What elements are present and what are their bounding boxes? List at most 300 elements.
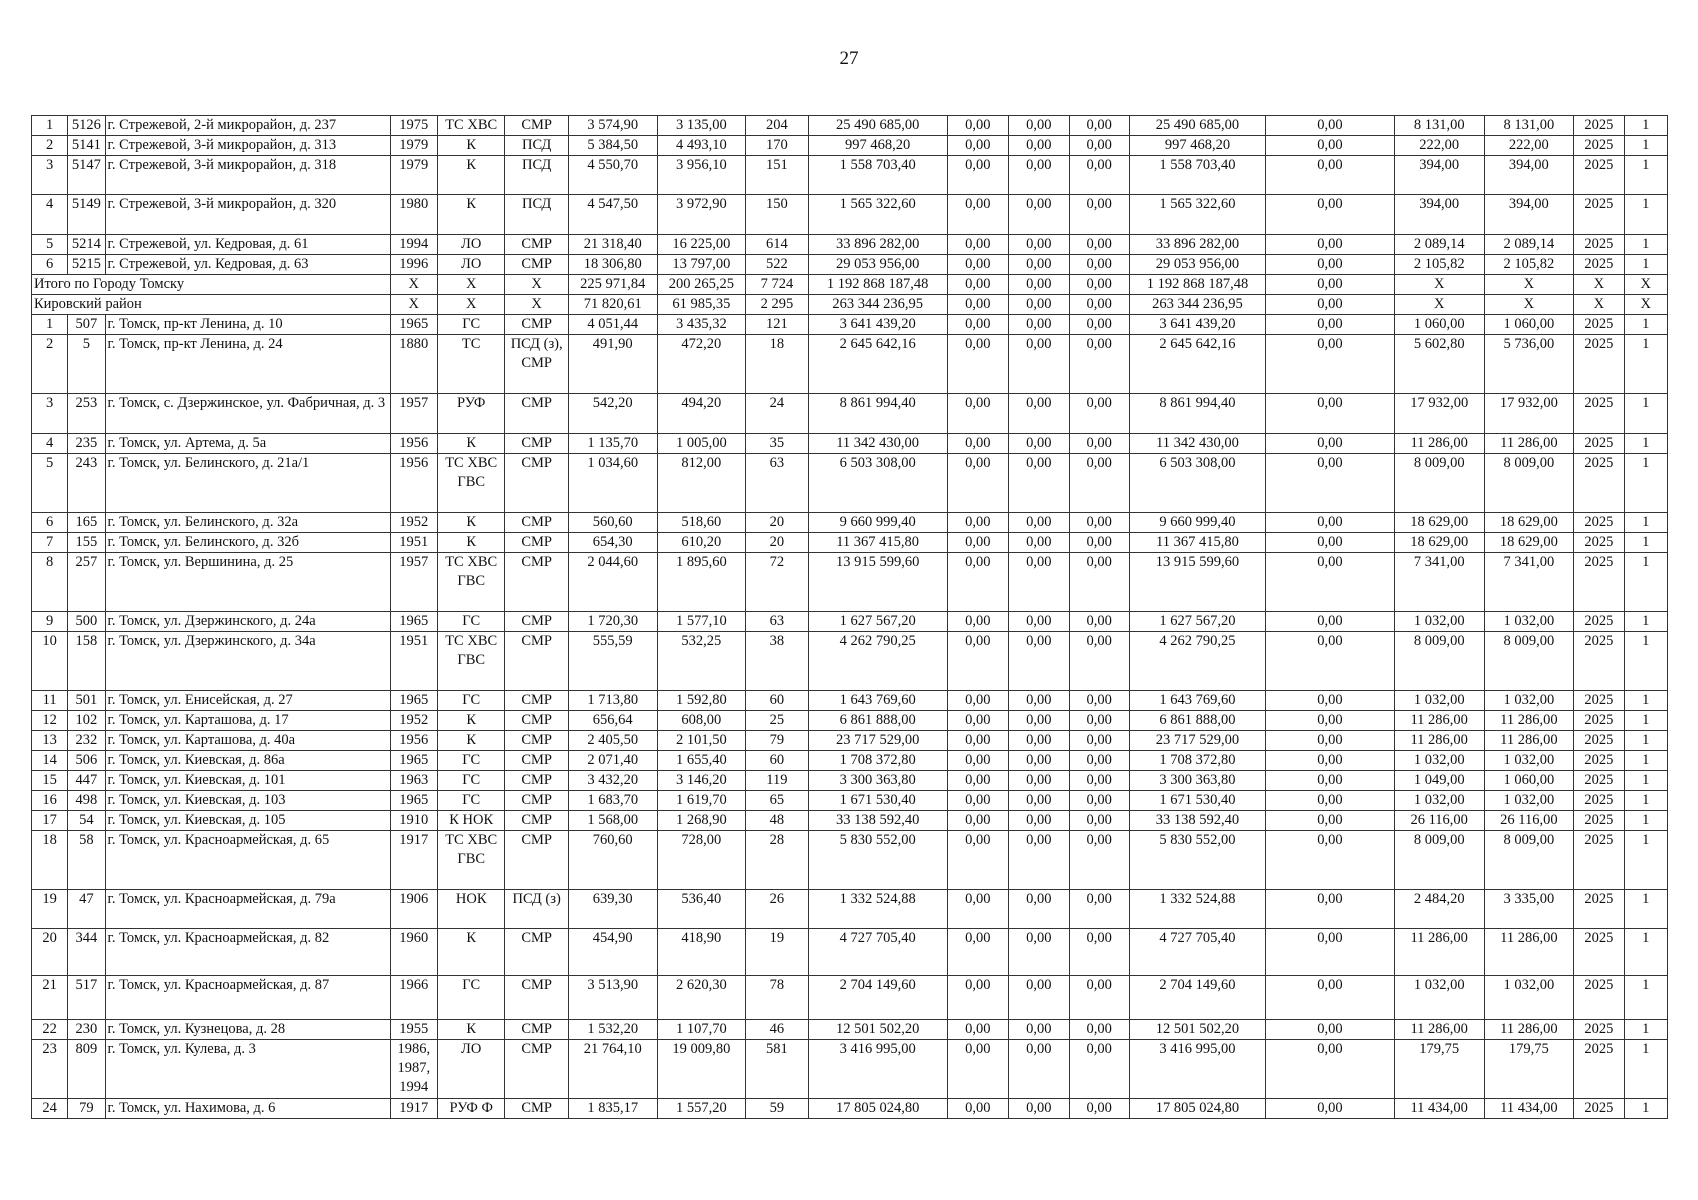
- table-row: [32, 632, 1668, 691]
- table-cell: 3 972,90: [657, 195, 746, 235]
- address-cell: г. Томск, ул. Карташова, д. 17: [105, 711, 390, 731]
- table-cell: 394,00: [1484, 156, 1574, 195]
- table-cell: 0,00: [1265, 295, 1394, 315]
- table-cell: СМР: [505, 513, 568, 533]
- table-row: [32, 1099, 1668, 1119]
- table-cell: 0,00: [947, 295, 1008, 315]
- table-cell: 0,00: [947, 156, 1008, 195]
- address-cell: г. Томск, ул. Белинского, д. 21а/1: [105, 454, 390, 513]
- table-cell: 0,00: [1069, 295, 1129, 315]
- table-row: [32, 751, 1668, 771]
- address-cell: г. Томск, ул. Красноармейская, д. 87: [105, 976, 390, 1020]
- table-cell: 1 032,00: [1394, 751, 1484, 771]
- table-cell: 3 135,00: [657, 116, 746, 136]
- table-cell: 0,00: [947, 811, 1008, 831]
- table-cell: 17: [32, 811, 68, 831]
- table-cell: 2025: [1574, 612, 1624, 632]
- table-cell: ЛО: [437, 235, 504, 255]
- table-cell: 0,00: [1069, 454, 1129, 513]
- table-cell: 0,00: [947, 731, 1008, 751]
- table-cell: СМР: [505, 731, 568, 751]
- table-cell: 0,00: [1009, 791, 1069, 811]
- table-cell: 1 135,70: [568, 434, 657, 454]
- table-cell: 11 286,00: [1394, 434, 1484, 454]
- table-cell: 0,00: [1265, 136, 1394, 156]
- table-cell: 0,00: [1009, 612, 1069, 632]
- address-cell: г. Стрежевой, ул. Кедровая, д. 63: [105, 255, 390, 275]
- table-cell: 522: [746, 255, 808, 275]
- table-cell: 2025: [1574, 632, 1624, 691]
- table-cell: 0,00: [1265, 771, 1394, 791]
- table-cell: 0,00: [947, 553, 1008, 612]
- table-cell: 24: [32, 1099, 68, 1119]
- table-cell: 0,00: [1069, 235, 1129, 255]
- table-cell: 5141: [68, 136, 105, 156]
- table-cell: 9: [32, 612, 68, 632]
- table-cell: 18 306,80: [568, 255, 657, 275]
- table-cell: 1: [1624, 255, 1667, 275]
- table-cell: 5: [32, 235, 68, 255]
- table-cell: 0,00: [1009, 691, 1069, 711]
- table-cell: 997 468,20: [1129, 136, 1265, 156]
- table-cell: 1975: [390, 116, 437, 136]
- table-cell: 13 797,00: [657, 255, 746, 275]
- table-cell: 0,00: [947, 929, 1008, 976]
- table-cell: 0,00: [1069, 976, 1129, 1020]
- table-cell: 2025: [1574, 315, 1624, 335]
- table-cell: 19: [32, 890, 68, 929]
- table-cell: 1 060,00: [1484, 315, 1574, 335]
- table-cell: 2025: [1574, 136, 1624, 156]
- table-cell: 0,00: [947, 1020, 1008, 1040]
- table-cell: 60: [746, 691, 808, 711]
- table-cell: 8 009,00: [1484, 454, 1574, 513]
- table-cell: 2025: [1574, 1040, 1624, 1099]
- table-cell: 0,00: [1265, 691, 1394, 711]
- table-cell: 1: [1624, 136, 1667, 156]
- table-cell: 11 286,00: [1484, 731, 1574, 751]
- table-cell: 1 032,00: [1484, 976, 1574, 1020]
- table-cell: 1: [1624, 612, 1667, 632]
- table-cell: 18 629,00: [1484, 533, 1574, 553]
- table-cell: 2 105,82: [1484, 255, 1574, 275]
- table-cell: 0,00: [1069, 632, 1129, 691]
- table-cell: СМР: [505, 976, 568, 1020]
- table-cell: 0,00: [1069, 156, 1129, 195]
- table-cell: 5149: [68, 195, 105, 235]
- table-cell: 12: [32, 711, 68, 731]
- table-cell: 11 434,00: [1484, 1099, 1574, 1119]
- table-cell: 33 138 592,40: [1129, 811, 1265, 831]
- summary-label: Итого по Городу Томску: [32, 275, 391, 295]
- table-cell: 7 341,00: [1484, 553, 1574, 612]
- table-cell: 17 805 024,80: [1129, 1099, 1265, 1119]
- table-cell: 12 501 502,20: [808, 1020, 947, 1040]
- table-cell: СМР: [505, 116, 568, 136]
- table-cell: 151: [746, 156, 808, 195]
- table-cell: 17 932,00: [1484, 394, 1574, 434]
- table-row: [32, 791, 1668, 811]
- table-cell: 0,00: [1265, 711, 1394, 731]
- table-cell: 5214: [68, 235, 105, 255]
- table-cell: 0,00: [1265, 791, 1394, 811]
- table-cell: 1979: [390, 136, 437, 156]
- table-cell: Х: [390, 275, 437, 295]
- table-cell: 17 805 024,80: [808, 1099, 947, 1119]
- table-cell: 1 332 524,88: [1129, 890, 1265, 929]
- table-cell: 1: [1624, 1040, 1667, 1099]
- table-cell: 11 286,00: [1484, 929, 1574, 976]
- table-cell: 4 727 705,40: [1129, 929, 1265, 976]
- table-cell: 11 367 415,80: [808, 533, 947, 553]
- table-cell: Х: [437, 275, 504, 295]
- table-cell: 639,30: [568, 890, 657, 929]
- table-cell: 1 558 703,40: [808, 156, 947, 195]
- table-cell: 0,00: [1265, 434, 1394, 454]
- table-cell: 1: [1624, 1020, 1667, 1040]
- table-cell: 0,00: [947, 315, 1008, 335]
- table-cell: 0,00: [1009, 771, 1069, 791]
- table-cell: К: [437, 533, 504, 553]
- table-cell: 0,00: [1009, 811, 1069, 831]
- table-cell: К: [437, 136, 504, 156]
- table-cell: 38: [746, 632, 808, 691]
- table-cell: 0,00: [1265, 1040, 1394, 1099]
- table-cell: 0,00: [947, 751, 1008, 771]
- table-cell: 2 101,50: [657, 731, 746, 751]
- table-cell: 2 089,14: [1484, 235, 1574, 255]
- table-cell: 0,00: [1265, 315, 1394, 335]
- table-cell: 0,00: [1069, 1099, 1129, 1119]
- table-cell: 59: [746, 1099, 808, 1119]
- table-cell: Х: [390, 295, 437, 315]
- address-cell: г. Томск, ул. Артема, д. 5а: [105, 434, 390, 454]
- table-cell: 0,00: [1265, 731, 1394, 751]
- table-cell: 0,00: [1009, 1099, 1069, 1119]
- table-cell: 1 192 868 187,48: [808, 275, 947, 295]
- table-cell: 6: [32, 255, 68, 275]
- table-cell: 25 490 685,00: [1129, 116, 1265, 136]
- table-cell: 1 107,70: [657, 1020, 746, 1040]
- table-cell: 1: [1624, 890, 1667, 929]
- table-cell: 1 032,00: [1484, 791, 1574, 811]
- table-cell: 1 683,70: [568, 791, 657, 811]
- table-cell: 253: [68, 394, 105, 434]
- table-cell: 1996: [390, 255, 437, 275]
- table-cell: К: [437, 195, 504, 235]
- table-cell: 0,00: [947, 831, 1008, 890]
- table-cell: 656,64: [568, 711, 657, 731]
- table-cell: 1 577,10: [657, 612, 746, 632]
- table-cell: СМР: [505, 315, 568, 335]
- table-cell: ЛО: [437, 1040, 504, 1099]
- table-cell: 0,00: [1009, 751, 1069, 771]
- table-cell: К: [437, 1020, 504, 1040]
- table-cell: 0,00: [1009, 711, 1069, 731]
- table-cell: 0,00: [1265, 235, 1394, 255]
- table-cell: 2 071,40: [568, 751, 657, 771]
- table-cell: 79: [746, 731, 808, 751]
- table-cell: 1880: [390, 335, 437, 394]
- table-cell: 2: [32, 136, 68, 156]
- table-cell: 29 053 956,00: [1129, 255, 1265, 275]
- table-cell: 1 032,00: [1394, 612, 1484, 632]
- table-cell: 155: [68, 533, 105, 553]
- table-cell: 0,00: [1009, 454, 1069, 513]
- table-cell: 1 060,00: [1394, 315, 1484, 335]
- table-cell: 1: [1624, 691, 1667, 711]
- table-cell: Х: [505, 295, 568, 315]
- table-cell: 1: [32, 116, 68, 136]
- table-cell: 158: [68, 632, 105, 691]
- table-cell: 0,00: [1069, 275, 1129, 295]
- table-cell: 1960: [390, 929, 437, 976]
- table-cell: 2 105,82: [1394, 255, 1484, 275]
- page-number: 27: [839, 48, 859, 69]
- table-cell: 1965: [390, 315, 437, 335]
- table-cell: ГС: [437, 751, 504, 771]
- table-cell: 472,20: [657, 335, 746, 394]
- table-cell: СМР: [505, 751, 568, 771]
- table-cell: 13: [32, 731, 68, 751]
- address-cell: г. Томск, ул. Киевская, д. 105: [105, 811, 390, 831]
- table-cell: 536,40: [657, 890, 746, 929]
- table-cell: 0,00: [1069, 731, 1129, 751]
- table-cell: 0,00: [1069, 335, 1129, 394]
- table-cell: 19: [746, 929, 808, 976]
- table-cell: СМР: [505, 691, 568, 711]
- table-cell: СМР: [505, 1099, 568, 1119]
- table-cell: 1 643 769,60: [1129, 691, 1265, 711]
- table-cell: 418,90: [657, 929, 746, 976]
- table-cell: 8 131,00: [1394, 116, 1484, 136]
- table-cell: ПСД: [505, 195, 568, 235]
- table-cell: 232: [68, 731, 105, 751]
- table-cell: 5: [68, 335, 105, 394]
- table-cell: 26 116,00: [1394, 811, 1484, 831]
- table-cell: 1 032,00: [1484, 691, 1574, 711]
- table-cell: 2025: [1574, 513, 1624, 533]
- table-cell: 1965: [390, 751, 437, 771]
- table-cell: 1 532,20: [568, 1020, 657, 1040]
- table-cell: 61 985,35: [657, 295, 746, 315]
- table-cell: 0,00: [947, 275, 1008, 295]
- table-cell: К: [437, 711, 504, 731]
- table-cell: 0,00: [1265, 116, 1394, 136]
- table-cell: 1 671 530,40: [1129, 791, 1265, 811]
- table-cell: Х: [1574, 295, 1624, 315]
- table-cell: 2 704 149,60: [808, 976, 947, 1020]
- table-cell: 17 932,00: [1394, 394, 1484, 434]
- table-cell: 0,00: [1265, 612, 1394, 632]
- table-cell: 0,00: [1069, 195, 1129, 235]
- table-cell: ГС: [437, 976, 504, 1020]
- address-cell: г. Томск, ул. Белинского, д. 32б: [105, 533, 390, 553]
- table-cell: 2 484,20: [1394, 890, 1484, 929]
- table-cell: 6 503 308,00: [808, 454, 947, 513]
- table-cell: ПСД (з), СМР: [505, 335, 568, 394]
- table-cell: 2025: [1574, 553, 1624, 612]
- table-cell: 0,00: [1009, 275, 1069, 295]
- table-cell: 47: [68, 890, 105, 929]
- address-cell: г. Томск, с. Дзержинское, ул. Фабричная, д. 3: [105, 394, 390, 434]
- table-row: [32, 612, 1668, 632]
- table-cell: 2 295: [746, 295, 808, 315]
- address-cell: г. Томск, пр-кт Ленина, д. 10: [105, 315, 390, 335]
- table-cell: 230: [68, 1020, 105, 1040]
- table-cell: 2 405,50: [568, 731, 657, 751]
- table-cell: 394,00: [1394, 156, 1484, 195]
- table-row: [32, 691, 1668, 711]
- table-cell: 1: [1624, 632, 1667, 691]
- table-cell: 1 060,00: [1484, 771, 1574, 791]
- table-cell: 11 367 415,80: [1129, 533, 1265, 553]
- table-cell: 0,00: [1009, 929, 1069, 976]
- table-cell: 11 342 430,00: [808, 434, 947, 454]
- table-cell: СМР: [505, 811, 568, 831]
- table-cell: ТС ХВС ГВС: [437, 553, 504, 612]
- table-cell: 1 049,00: [1394, 771, 1484, 791]
- table-row: [32, 434, 1668, 454]
- table-cell: 0,00: [947, 136, 1008, 156]
- table-cell: 5 736,00: [1484, 335, 1574, 394]
- table-cell: ГС: [437, 791, 504, 811]
- table-cell: 21: [32, 976, 68, 1020]
- table-cell: 0,00: [1009, 1040, 1069, 1099]
- table-cell: 1955: [390, 1020, 437, 1040]
- table-cell: 0,00: [1009, 394, 1069, 434]
- table-cell: 1: [1624, 929, 1667, 976]
- table-cell: 1: [1624, 751, 1667, 771]
- table-cell: 0,00: [1069, 255, 1129, 275]
- table-cell: 11: [32, 691, 68, 711]
- table-cell: ТС ХВС ГВС: [437, 831, 504, 890]
- table-cell: 1: [32, 315, 68, 335]
- table-cell: 1 558 703,40: [1129, 156, 1265, 195]
- table-cell: 560,60: [568, 513, 657, 533]
- table-cell: 170: [746, 136, 808, 156]
- table-cell: 1 032,00: [1484, 612, 1574, 632]
- table-cell: 0,00: [1069, 811, 1129, 831]
- table-cell: 1979: [390, 156, 437, 195]
- address-cell: г. Томск, ул. Белинского, д. 32а: [105, 513, 390, 533]
- table-cell: 1 005,00: [657, 434, 746, 454]
- table-cell: 4 262 790,25: [1129, 632, 1265, 691]
- table-cell: 654,30: [568, 533, 657, 553]
- table-cell: 5 384,50: [568, 136, 657, 156]
- table-cell: 1 835,17: [568, 1099, 657, 1119]
- table-cell: 0,00: [1265, 335, 1394, 394]
- table-cell: 1: [1624, 116, 1667, 136]
- table-cell: 0,00: [947, 195, 1008, 235]
- table-cell: ПСД: [505, 156, 568, 195]
- table-row: [32, 394, 1668, 434]
- table-cell: 0,00: [1009, 831, 1069, 890]
- table-cell: 20: [746, 513, 808, 533]
- housing-table: [31, 115, 1668, 1119]
- table-cell: 16: [32, 791, 68, 811]
- table-cell: 1986, 1987, 1994: [390, 1040, 437, 1099]
- table-cell: 2025: [1574, 434, 1624, 454]
- table-cell: 13 915 599,60: [1129, 553, 1265, 612]
- table-cell: 0,00: [1265, 454, 1394, 513]
- address-cell: г. Томск, ул. Киевская, д. 101: [105, 771, 390, 791]
- table-row: [32, 315, 1668, 335]
- table-cell: 0,00: [947, 335, 1008, 394]
- address-cell: г. Томск, ул. Красноармейская, д. 79а: [105, 890, 390, 929]
- table-cell: СМР: [505, 454, 568, 513]
- table-cell: 71 820,61: [568, 295, 657, 315]
- table-cell: 0,00: [1265, 831, 1394, 890]
- table-cell: 0,00: [947, 454, 1008, 513]
- table-cell: НОК: [437, 890, 504, 929]
- table-cell: 11 286,00: [1394, 929, 1484, 976]
- table-cell: 24: [746, 394, 808, 434]
- table-cell: 1956: [390, 434, 437, 454]
- table-cell: 2025: [1574, 831, 1624, 890]
- table-cell: 8 131,00: [1484, 116, 1574, 136]
- table-cell: 1: [1624, 533, 1667, 553]
- table-cell: 11 342 430,00: [1129, 434, 1265, 454]
- table-cell: 0,00: [1265, 890, 1394, 929]
- table-cell: 728,00: [657, 831, 746, 890]
- table-cell: 0,00: [1265, 513, 1394, 533]
- table-cell: 3 956,10: [657, 156, 746, 195]
- table-cell: 6 861 888,00: [808, 711, 947, 731]
- table-cell: 1906: [390, 890, 437, 929]
- table-cell: 0,00: [947, 691, 1008, 711]
- table-cell: 2025: [1574, 1099, 1624, 1119]
- table-cell: 179,75: [1394, 1040, 1484, 1099]
- table-cell: ГС: [437, 691, 504, 711]
- table-cell: 1 557,20: [657, 1099, 746, 1119]
- table-cell: 4 262 790,25: [808, 632, 947, 691]
- table-cell: 5 830 552,00: [808, 831, 947, 890]
- table-cell: 2025: [1574, 976, 1624, 1020]
- table-cell: 2025: [1574, 255, 1624, 275]
- table-cell: 1: [1624, 553, 1667, 612]
- table-cell: 1966: [390, 976, 437, 1020]
- address-cell: г. Томск, ул. Кузнецова, д. 28: [105, 1020, 390, 1040]
- table-cell: 394,00: [1484, 195, 1574, 235]
- table-cell: 394,00: [1394, 195, 1484, 235]
- table-cell: 5 602,80: [1394, 335, 1484, 394]
- table-cell: СМР: [505, 553, 568, 612]
- table-cell: 0,00: [1069, 136, 1129, 156]
- table-row: [32, 235, 1668, 255]
- table-row: [32, 890, 1668, 929]
- table-cell: 121: [746, 315, 808, 335]
- table-cell: 8 861 994,40: [1129, 394, 1265, 434]
- table-cell: 1: [1624, 394, 1667, 434]
- table-cell: 4 493,10: [657, 136, 746, 156]
- table-cell: 0,00: [1069, 691, 1129, 711]
- table-cell: 11 286,00: [1484, 434, 1574, 454]
- table-cell: 2025: [1574, 116, 1624, 136]
- table-cell: 0,00: [1069, 890, 1129, 929]
- table-cell: К: [437, 731, 504, 751]
- table-cell: ТС ХВС: [437, 116, 504, 136]
- table-cell: 4: [32, 195, 68, 235]
- table-cell: 0,00: [947, 711, 1008, 731]
- table-cell: 29 053 956,00: [808, 255, 947, 275]
- table-row: [32, 533, 1668, 553]
- table-cell: 1917: [390, 1099, 437, 1119]
- table-cell: 0,00: [947, 513, 1008, 533]
- table-cell: 0,00: [1069, 513, 1129, 533]
- address-cell: г. Томск, ул. Красноармейская, д. 82: [105, 929, 390, 976]
- address-cell: г. Томск, пр-кт Ленина, д. 24: [105, 335, 390, 394]
